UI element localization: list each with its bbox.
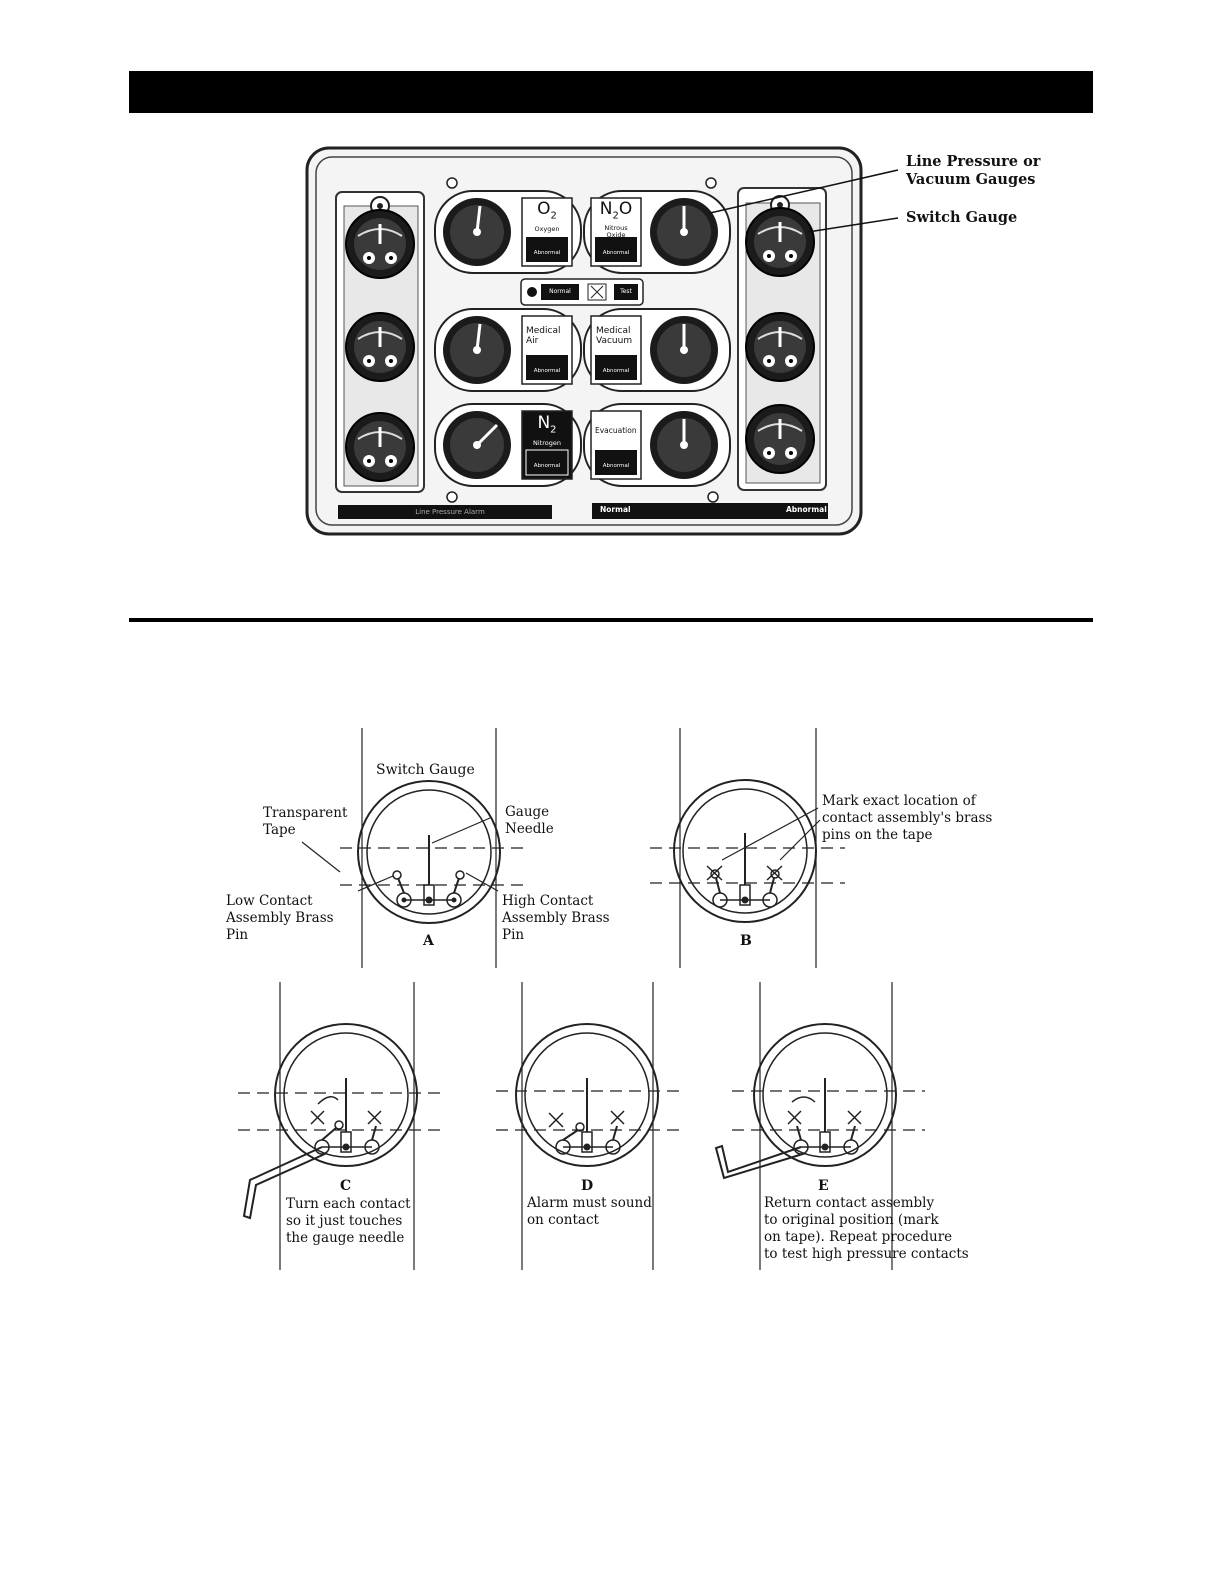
o2-name: Oxygen [534, 225, 560, 234]
vacuum-label: Medical Vacuum [596, 326, 633, 346]
n2-status: Abnormal [533, 463, 561, 469]
label-high-contact: High Contact Assembly Brass Pin [502, 893, 610, 943]
footer-abnormal-text: Abnormal [786, 505, 827, 514]
step-b-letter: B [740, 933, 752, 949]
evac-label: Evacuation [595, 426, 637, 435]
o2-subscript: 2 [550, 210, 557, 222]
step-e-text: Return contact assembly to original position (mark on tape). Repeat procedure to test high pressure contacts [764, 1195, 969, 1262]
gauge-diagram-b [674, 780, 820, 922]
footer-left-text: Line Pressure Alarm [415, 508, 485, 516]
n2o-symbol-2: O [618, 199, 633, 219]
n2o-symbol: N [599, 199, 613, 219]
label-mark-location: Mark exact location of contact assembly's brass pins on the tape [822, 793, 993, 843]
gauge-diagram-d [516, 1024, 658, 1166]
step-c-text: Turn each contact so it just touches the gauge needle [286, 1196, 411, 1246]
evac-status: Abnormal [602, 463, 630, 469]
step-e-letter: E [818, 1178, 829, 1194]
label-gauge-needle: Gauge Needle [505, 804, 554, 837]
procedure-title: Switch Gauge [376, 762, 475, 778]
label-transparent-tape: Transparent Tape [263, 805, 348, 838]
air-label: Medical Air [526, 326, 561, 346]
n2-name: Nitrogen [533, 439, 561, 448]
step-d-letter: D [581, 1178, 594, 1194]
callout-line-pressure: Line Pressure or Vacuum Gauges [906, 153, 1041, 188]
n2o-subscript: 2 [612, 210, 619, 222]
n2-subscript: 2 [550, 424, 557, 436]
o2-status: Abnormal [533, 250, 561, 256]
step-c-letter: C [340, 1178, 352, 1194]
test-label: Test [620, 288, 632, 295]
normal-label: Normal [549, 288, 571, 295]
n2o-status: Abnormal [602, 250, 630, 256]
n2-symbol: N [537, 413, 551, 433]
gauge-diagram-c [244, 1024, 417, 1218]
gauge-diagram-e [716, 1024, 896, 1178]
vacuum-status: Abnormal [602, 368, 630, 374]
o2-symbol: O [537, 199, 551, 219]
air-status: Abnormal [533, 368, 561, 374]
step-d-text: Alarm must sound on contact [527, 1195, 652, 1228]
n2o-name: Nitrous Oxide [604, 224, 628, 240]
footer-normal-text: Normal [600, 505, 631, 514]
label-low-contact: Low Contact Assembly Brass Pin [226, 893, 334, 943]
step-a-letter: A [423, 933, 434, 949]
callout-switch-gauge: Switch Gauge [906, 209, 1018, 226]
